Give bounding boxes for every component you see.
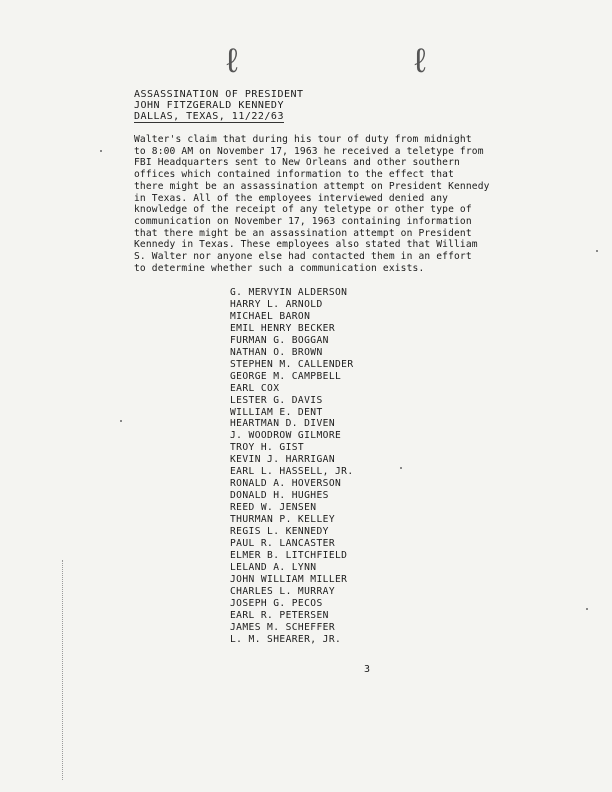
employee-name: FURMAN G. BOGGAN <box>230 334 329 346</box>
employee-name: EMIL HENRY BECKER <box>230 322 335 334</box>
employee-name: RONALD A. HOVERSON <box>230 478 342 490</box>
employee-name: CHARLES L. MURRAY <box>230 585 335 597</box>
employee-name: ELMER B. LITCHFIELD <box>230 549 348 561</box>
scan-speck <box>120 420 122 422</box>
body-line: that there might be an assassination attempt on President <box>134 227 472 239</box>
body-line: there might be an assassination attempt on President Kennedy <box>134 180 490 192</box>
employee-name-list <box>230 287 354 646</box>
employee-name: LELAND A. LYNN <box>230 561 317 573</box>
employee-name: HARRY L. ARNOLD <box>230 298 323 310</box>
employee-name: J. WOODROW GILMORE <box>230 430 342 442</box>
employee-name: EARL L. HASSELL, JR. <box>230 466 354 478</box>
employee-name: LESTER G. DAVIS <box>230 394 323 406</box>
employee-name: TROY H. GIST <box>230 442 305 454</box>
employee-name: EARL COX <box>230 382 280 394</box>
employee-name: PAUL R. LANCASTER <box>230 538 335 550</box>
header-line-2: JOHN FITZGERALD KENNEDY <box>134 100 284 111</box>
employee-name: WILLIAM E. DENT <box>230 406 323 418</box>
body-paragraph <box>134 134 574 274</box>
employee-name: REGIS L. KENNEDY <box>230 526 329 538</box>
margin-mark <box>62 560 64 780</box>
punch-hole-mark-left: ℓ <box>222 41 243 81</box>
header-line-3: DALLAS, TEXAS, 11/22/63 <box>134 111 284 122</box>
header-line-1: ASSASSINATION OF PRESIDENT <box>134 89 304 100</box>
scan-speck <box>596 250 598 252</box>
body-line: Kennedy in Texas. These employees also stated that William <box>134 239 478 251</box>
scan-speck <box>586 608 588 610</box>
scan-speck <box>100 150 102 152</box>
body-line: communication on November 17, 1963 containing information <box>134 215 472 227</box>
employee-name: EARL R. PETERSEN <box>230 609 329 621</box>
employee-name: G. MERVYIN ALDERSON <box>230 287 348 298</box>
employee-name: NATHAN O. BROWN <box>230 346 323 358</box>
employee-name: JAMES M. SCHEFFER <box>230 621 335 633</box>
employee-name: HEARTMAN D. DIVEN <box>230 418 335 430</box>
employee-name: THURMAN P. KELLEY <box>230 514 335 526</box>
punch-hole-mark-right: ℓ <box>410 41 431 81</box>
employee-name: JOSEPH G. PECOS <box>230 597 323 609</box>
body-line: S. Walter nor anyone else had contacted them in an effort <box>134 251 472 263</box>
body-line: to determine whether such a communication exists. <box>134 262 425 274</box>
employee-name: KEVIN J. HARRIGAN <box>230 454 335 466</box>
body-line: FBI Headquarters sent to New Orleans and other southern <box>134 157 460 169</box>
employee-name: STEPHEN M. CALLENDER <box>230 358 354 370</box>
body-line: in Texas. All of the employees interviewed denied any <box>134 192 449 204</box>
employee-name: L. M. SHEARER, JR. <box>230 633 342 645</box>
body-line: offices which contained information to the effect that <box>134 169 454 181</box>
employee-name: REED W. JENSEN <box>230 502 317 514</box>
page-number: 3 <box>364 664 371 675</box>
employee-name: DONALD H. HUGHES <box>230 490 329 502</box>
body-line: to 8:00 AM on November 17, 1963 he received a teletype from <box>134 145 484 157</box>
case-header <box>134 89 304 123</box>
employee-name: GEORGE M. CAMPBELL <box>230 370 342 382</box>
employee-name: MICHAEL BARON <box>230 310 311 322</box>
employee-name: JOHN WILLIAM MILLER <box>230 573 348 585</box>
scan-speck <box>400 467 402 469</box>
body-line: Walter's claim that during his tour of duty from midnight <box>134 134 472 145</box>
body-line: knowledge of the receipt of any teletype or other type of <box>134 204 472 216</box>
